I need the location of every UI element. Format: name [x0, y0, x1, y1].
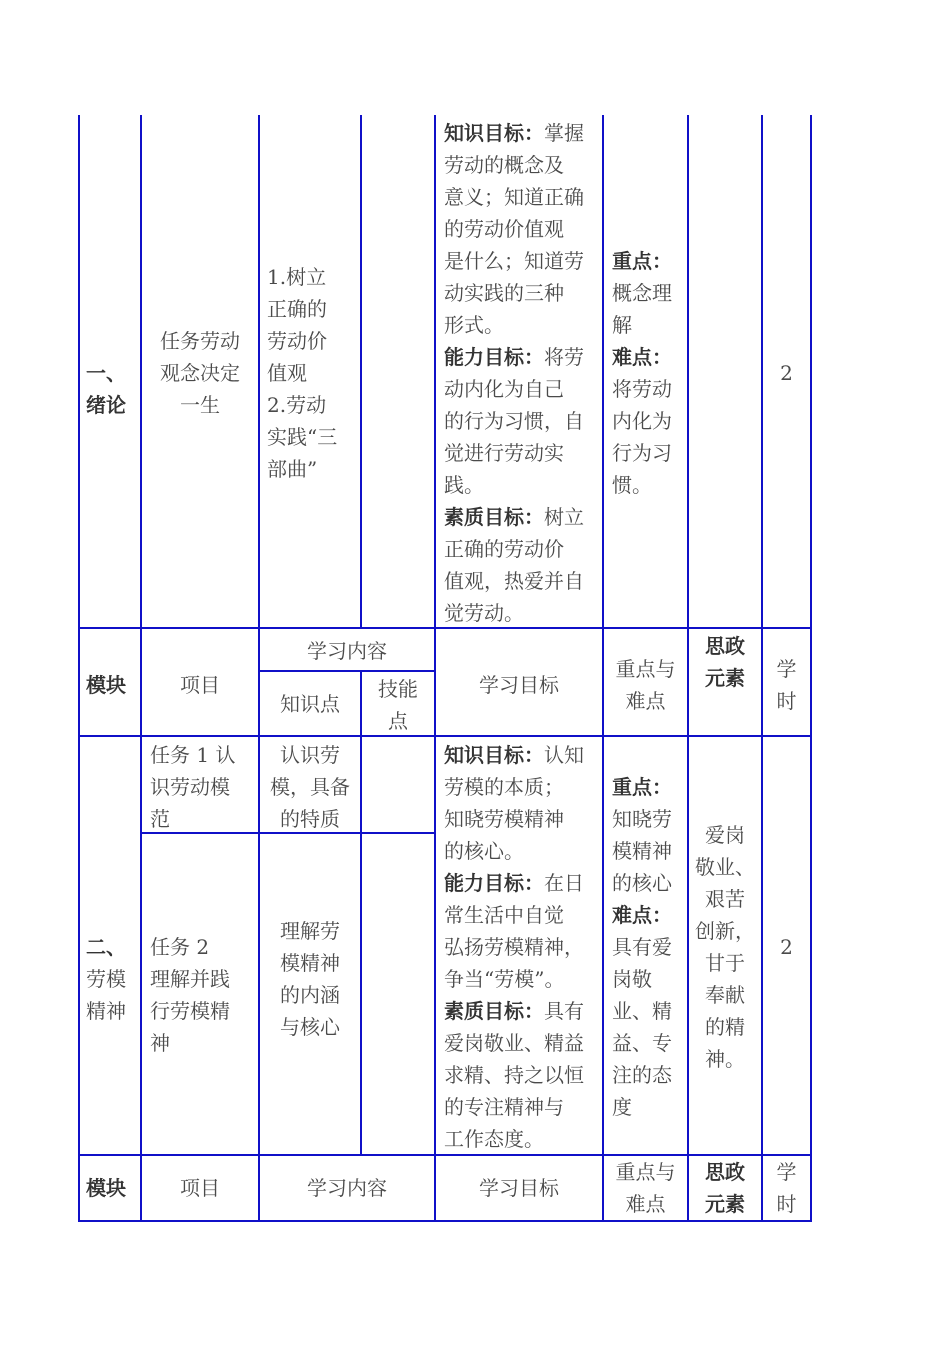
table-border: [810, 115, 812, 1222]
row1-difficulty-text: 将劳动 内化为 行为习 惯。: [612, 377, 672, 497]
row2-ability-goal-text: 在日 常生活中自觉 弘扬劳模精神， 争当“劳模”。: [444, 871, 584, 991]
row2-knowledge-goal-label: 知识目标：: [444, 743, 544, 767]
row2-quality-goal-text: 具有 爱岗敬业、精益 求精、持之以恒 的专注精神与 工作态度。: [444, 999, 584, 1151]
row2-module-name: 劳模 精神: [86, 967, 126, 1023]
table-border: [78, 735, 812, 737]
table-border: [258, 670, 434, 672]
course-table: [78, 115, 813, 1222]
header1-skill-point: 技能 点: [378, 677, 418, 733]
row2-quality-goal-label: 素质目标：: [444, 999, 544, 1023]
row2-module: [86, 899, 140, 1059]
row2-ideology: 爱岗 敬业、 艰苦 创新， 甘于 奉献 的精 神。: [695, 823, 755, 1071]
row2-key-difficulty: [612, 771, 688, 1123]
row1-key-text: 概念理 解: [612, 281, 672, 337]
row2-task2-knowledge: 理解劳 模精神 的内涵 与核心: [280, 919, 340, 1039]
row2-goals: [444, 739, 604, 1155]
row1-quality-goal-label: 素质目标：: [444, 505, 544, 529]
row2-difficulty-text: 具有爱 岗敬 业、精 益、专 注的态 度: [612, 935, 672, 1119]
table-border: [78, 115, 80, 1222]
row2-key-label: 重点：: [612, 775, 672, 799]
row1-quality-goal-text: 树立 正确的劳动价 值观，热爱并自 觉劳动。: [444, 505, 584, 625]
header1-ideology: 思政 元素: [705, 634, 745, 690]
row1-module-num: 一、: [86, 361, 126, 385]
row2-difficulty-label: 难点：: [612, 903, 672, 927]
table-border: [258, 115, 260, 1222]
header1-project: 项目: [180, 673, 220, 697]
row1-knowledge: 1.树立 正确的 劳动价 值观 2.劳动 实践“三 部曲”: [267, 265, 338, 481]
row2-knowledge-goal-text: 认知 劳模的本质； 知晓劳模精神 的核心。: [444, 743, 584, 863]
header2-key-difficulty: 重点与 难点: [615, 1160, 676, 1216]
header2-content: 学习内容: [307, 1176, 387, 1200]
row2-task1-knowledge: 认识劳 模，具备 的特质: [270, 743, 350, 831]
header1-key-difficulty: 重点与 难点: [615, 657, 676, 713]
row2-key-text: 知晓劳 模精神 的核心: [612, 807, 672, 895]
header1-hours: 学 时: [776, 657, 797, 713]
row2-hours: 2: [780, 935, 793, 959]
row2-ability-goal-label: 能力目标：: [444, 871, 544, 895]
row2-task2: 任务 2 理解并践 行劳模精 神: [150, 935, 230, 1055]
table-border: [360, 671, 362, 1156]
row1-module-name: 绪论: [86, 393, 126, 417]
row1-knowledge-goal-label: 知识目标：: [444, 121, 544, 145]
header2-module: 模块: [86, 1176, 126, 1200]
row1-module: [86, 325, 140, 453]
row1-knowledge-goal-text: 掌握 劳动的概念及 意义；知道正确 的劳动价值观 是什么；知道劳 动实践的三种 形式。: [444, 121, 584, 337]
header2-hours: 学 时: [776, 1160, 797, 1216]
row2-task1: 任务 1 认 识劳动模 范: [150, 743, 236, 831]
header1-content: 学习内容: [307, 639, 387, 663]
row1-key-label: 重点：: [612, 249, 672, 273]
row2-module-num: 二、: [86, 935, 126, 959]
row1-ability-goal-label: 能力目标：: [444, 345, 544, 369]
table-border: [78, 1220, 812, 1222]
row1-ability-goal-text: 将劳 动内化为自己 的行为习惯，自 觉进行劳动实 践。: [444, 345, 584, 497]
header2-ideology: 思政 元素: [705, 1160, 745, 1216]
row1-project: 任务劳动 观念决定 一生: [160, 329, 240, 417]
header1-knowledge-point: 知识点: [280, 692, 340, 716]
header1-module: 模块: [86, 673, 126, 697]
row1-key-difficulty: [612, 245, 688, 501]
header1-goals: 学习目标: [479, 673, 559, 697]
row1-goals: [444, 117, 604, 629]
header2-goals: 学习目标: [479, 1176, 559, 1200]
row1-hours: 2: [780, 361, 793, 385]
table-border: [360, 115, 362, 627]
row1-difficulty-label: 难点：: [612, 345, 672, 369]
header2-project: 项目: [180, 1176, 220, 1200]
